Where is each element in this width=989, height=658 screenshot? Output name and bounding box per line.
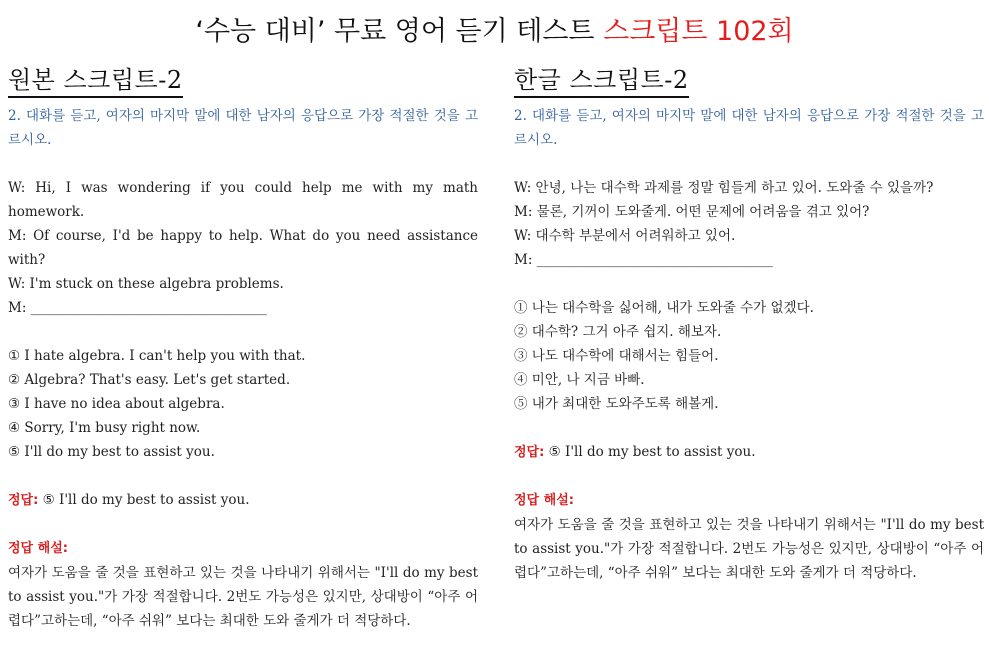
dialogue-line: W: 안녕, 나는 대수학 과제를 정말 힘들게 하고 있어. 도와줄 수 있을까? <box>514 180 934 196</box>
explanation-text: 여자가 도움을 줄 것을 표현하고 있는 것을 나타내기 위해서는 "I'll do my best to assist you."가 가장 적절합니다. 2번도 가능성은 있지만, 상대방이 “아주 어렵다”고하는데, “아주 쉬워” 보다는 최대한 도와 줄게가 더 적당하다. <box>514 517 984 581</box>
option-item: ③ I have no idea about algebra. <box>8 396 225 412</box>
dialogue-line: M: ___________________________________ <box>514 252 773 268</box>
dialogue-line: M: 물론, 기꺼이 도와줄게. 어떤 문제에 어려움을 겪고 있어? <box>514 204 870 220</box>
question-text: 2. 대화를 듣고, 여자의 마지막 말에 대한 남자의 응답으로 가장 적절한 것을 고르시오. <box>514 108 984 148</box>
option-item: ④ 미안, 나 지금 바빠. <box>514 372 645 388</box>
answer-options <box>8 344 478 464</box>
answer-text: ⑤ I'll do my best to assist you. <box>38 492 250 508</box>
option-item: ① I hate algebra. I can't help you with that. <box>8 348 306 364</box>
korean-script-heading: 한글 스크립트-2 <box>514 64 689 98</box>
dialogue-line: W: I'm stuck on these algebra problems. <box>8 276 284 292</box>
korean-script-column <box>514 64 984 585</box>
option-item: ② 대수학? 그거 아주 쉽지. 해보자. <box>514 324 722 340</box>
dialogue-line: M: Of course, I'd be happy to help. What do you need assistance with? <box>8 228 478 268</box>
dialogue <box>8 176 478 320</box>
title-accent: 스크립트 102회 <box>603 16 794 47</box>
original-script-heading: 원본 스크립트-2 <box>8 64 183 98</box>
title-main: ‘수능 대비’ 무료 영어 듣기 테스트 <box>195 16 595 47</box>
answer-label: 정답: <box>8 493 39 508</box>
option-item: ⑤ 내가 최대한 도와주도록 해볼게. <box>514 396 719 412</box>
dialogue-line: W: Hi, I was wondering if you could help me with my math homework. <box>8 180 478 220</box>
option-item: ④ Sorry, I'm busy right now. <box>8 420 201 436</box>
answer-text: ⑤ I'll do my best to assist you. <box>544 444 756 460</box>
dialogue <box>514 176 984 272</box>
original-script-column <box>8 64 478 633</box>
dialogue-line: M: ___________________________________ <box>8 300 267 316</box>
explanation-text: 여자가 도움을 줄 것을 표현하고 있는 것을 나타내기 위해서는 "I'll do my best to assist you."가 가장 적절합니다. 2번도 가능성은 있지만, 상대방이 “아주 어렵다”고하는데, “아주 쉬워” 보다는 최대한 도와 줄게가 더 적당하다. <box>8 565 478 629</box>
explanation-label: 정답 해설: <box>8 541 68 556</box>
option-item: ③ 나도 대수학에 대해서는 힘들어. <box>514 348 719 364</box>
option-item: ① 나는 대수학을 싫어해, 내가 도와줄 수가 없겠다. <box>514 300 814 316</box>
option-item: ② Algebra? That's easy. Let's get started. <box>8 372 291 388</box>
answer-line <box>514 440 984 465</box>
answer-line <box>8 488 478 513</box>
explanation-label: 정답 해설: <box>514 493 574 508</box>
question-text: 2. 대화를 듣고, 여자의 마지막 말에 대한 남자의 응답으로 가장 적절한 것을 고르시오. <box>8 108 478 148</box>
answer-options <box>514 296 984 416</box>
answer-label: 정답: <box>514 445 545 460</box>
dialogue-line: W: 대수학 부분에서 어려워하고 있어. <box>514 228 736 244</box>
option-item: ⑤ I'll do my best to assist you. <box>8 444 215 460</box>
page-title <box>0 12 989 52</box>
